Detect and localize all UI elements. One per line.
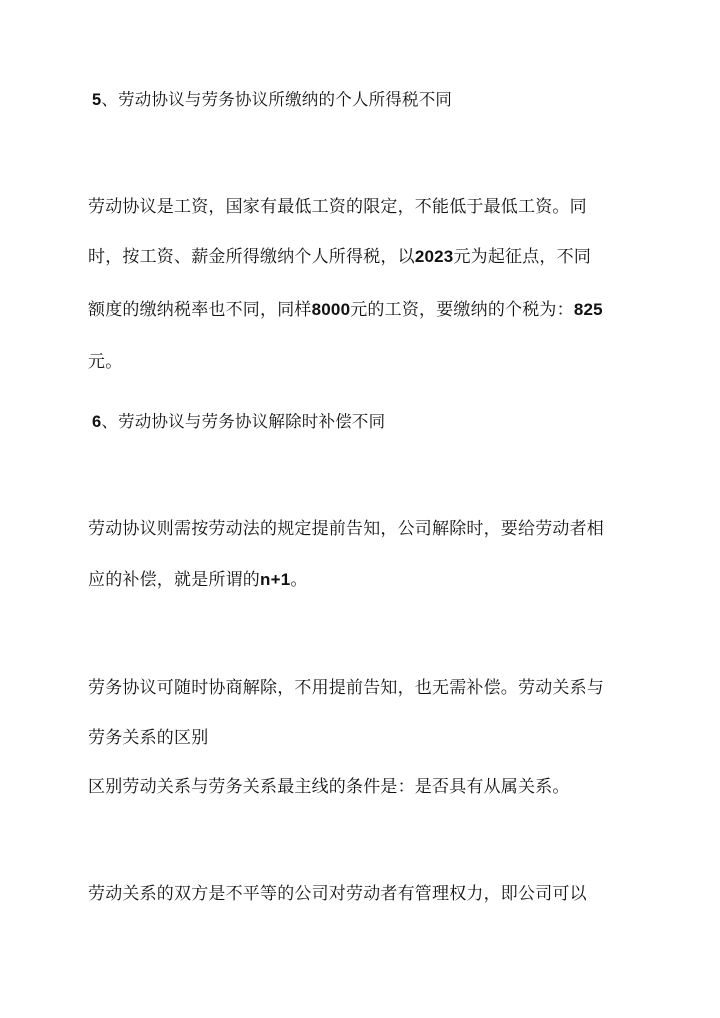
paragraph-1-line-3-text-a: 额度的缴纳税率也不同，同样 [88,300,312,320]
paragraph-1-line-2 [88,245,591,269]
paragraph-4-line-1: 区别劳动关系与劳务关系最主线的条件是：是否具有从属关系。 [88,777,570,797]
paragraph-3-line-2: 劳务关系的区别 [88,728,209,748]
threshold-number: 2023 [414,247,454,266]
section-6-title: 、劳动协议与劳务协议解除时补偿不同 [101,412,386,431]
salary-number: 8000 [311,300,351,319]
paragraph-1-line-2-text-a: 时，按工资、薪金所得缴纳个人所得税，以 [88,247,415,267]
paragraph-1-line-2-text-b: 元为起征点，不同 [453,247,592,267]
paragraph-3-line-1: 劳务协议可随时协商解除，不用提前告知，也无需补偿。劳动关系与 [88,678,604,698]
section-5-heading [92,88,452,112]
paragraph-2-line-2-text-a: 应的补偿，就是所谓的 [88,570,260,590]
paragraph-1-line-4: 元。 [88,352,123,372]
paragraph-1-line-1: 劳动协议是工资，国家有最低工资的限定，不能低于最低工资。同 [88,197,587,217]
compensation-formula: n+1 [260,570,291,589]
paragraph-5-line-1: 劳动关系的双方是不平等的公司对劳动者有管理权力，即公司可以 [88,884,587,904]
paragraph-1-line-3 [88,298,603,322]
tax-number: 825 [573,300,603,319]
section-5-title: 、劳动协议与劳务协议所缴纳的个人所得税不同 [101,90,453,109]
section-5-number: 5 [92,91,102,109]
section-6-number: 6 [92,413,102,431]
paragraph-2-line-1: 劳动协议则需按劳动法的规定提前告知，公司解除时，要给劳动者相 [88,519,604,539]
paragraph-1-line-3-text-b: 元的工资，要缴纳的个税为： [350,300,574,320]
paragraph-2-line-2 [88,568,308,592]
section-6-heading [92,410,385,434]
paragraph-2-line-2-text-b: 。 [290,570,308,590]
